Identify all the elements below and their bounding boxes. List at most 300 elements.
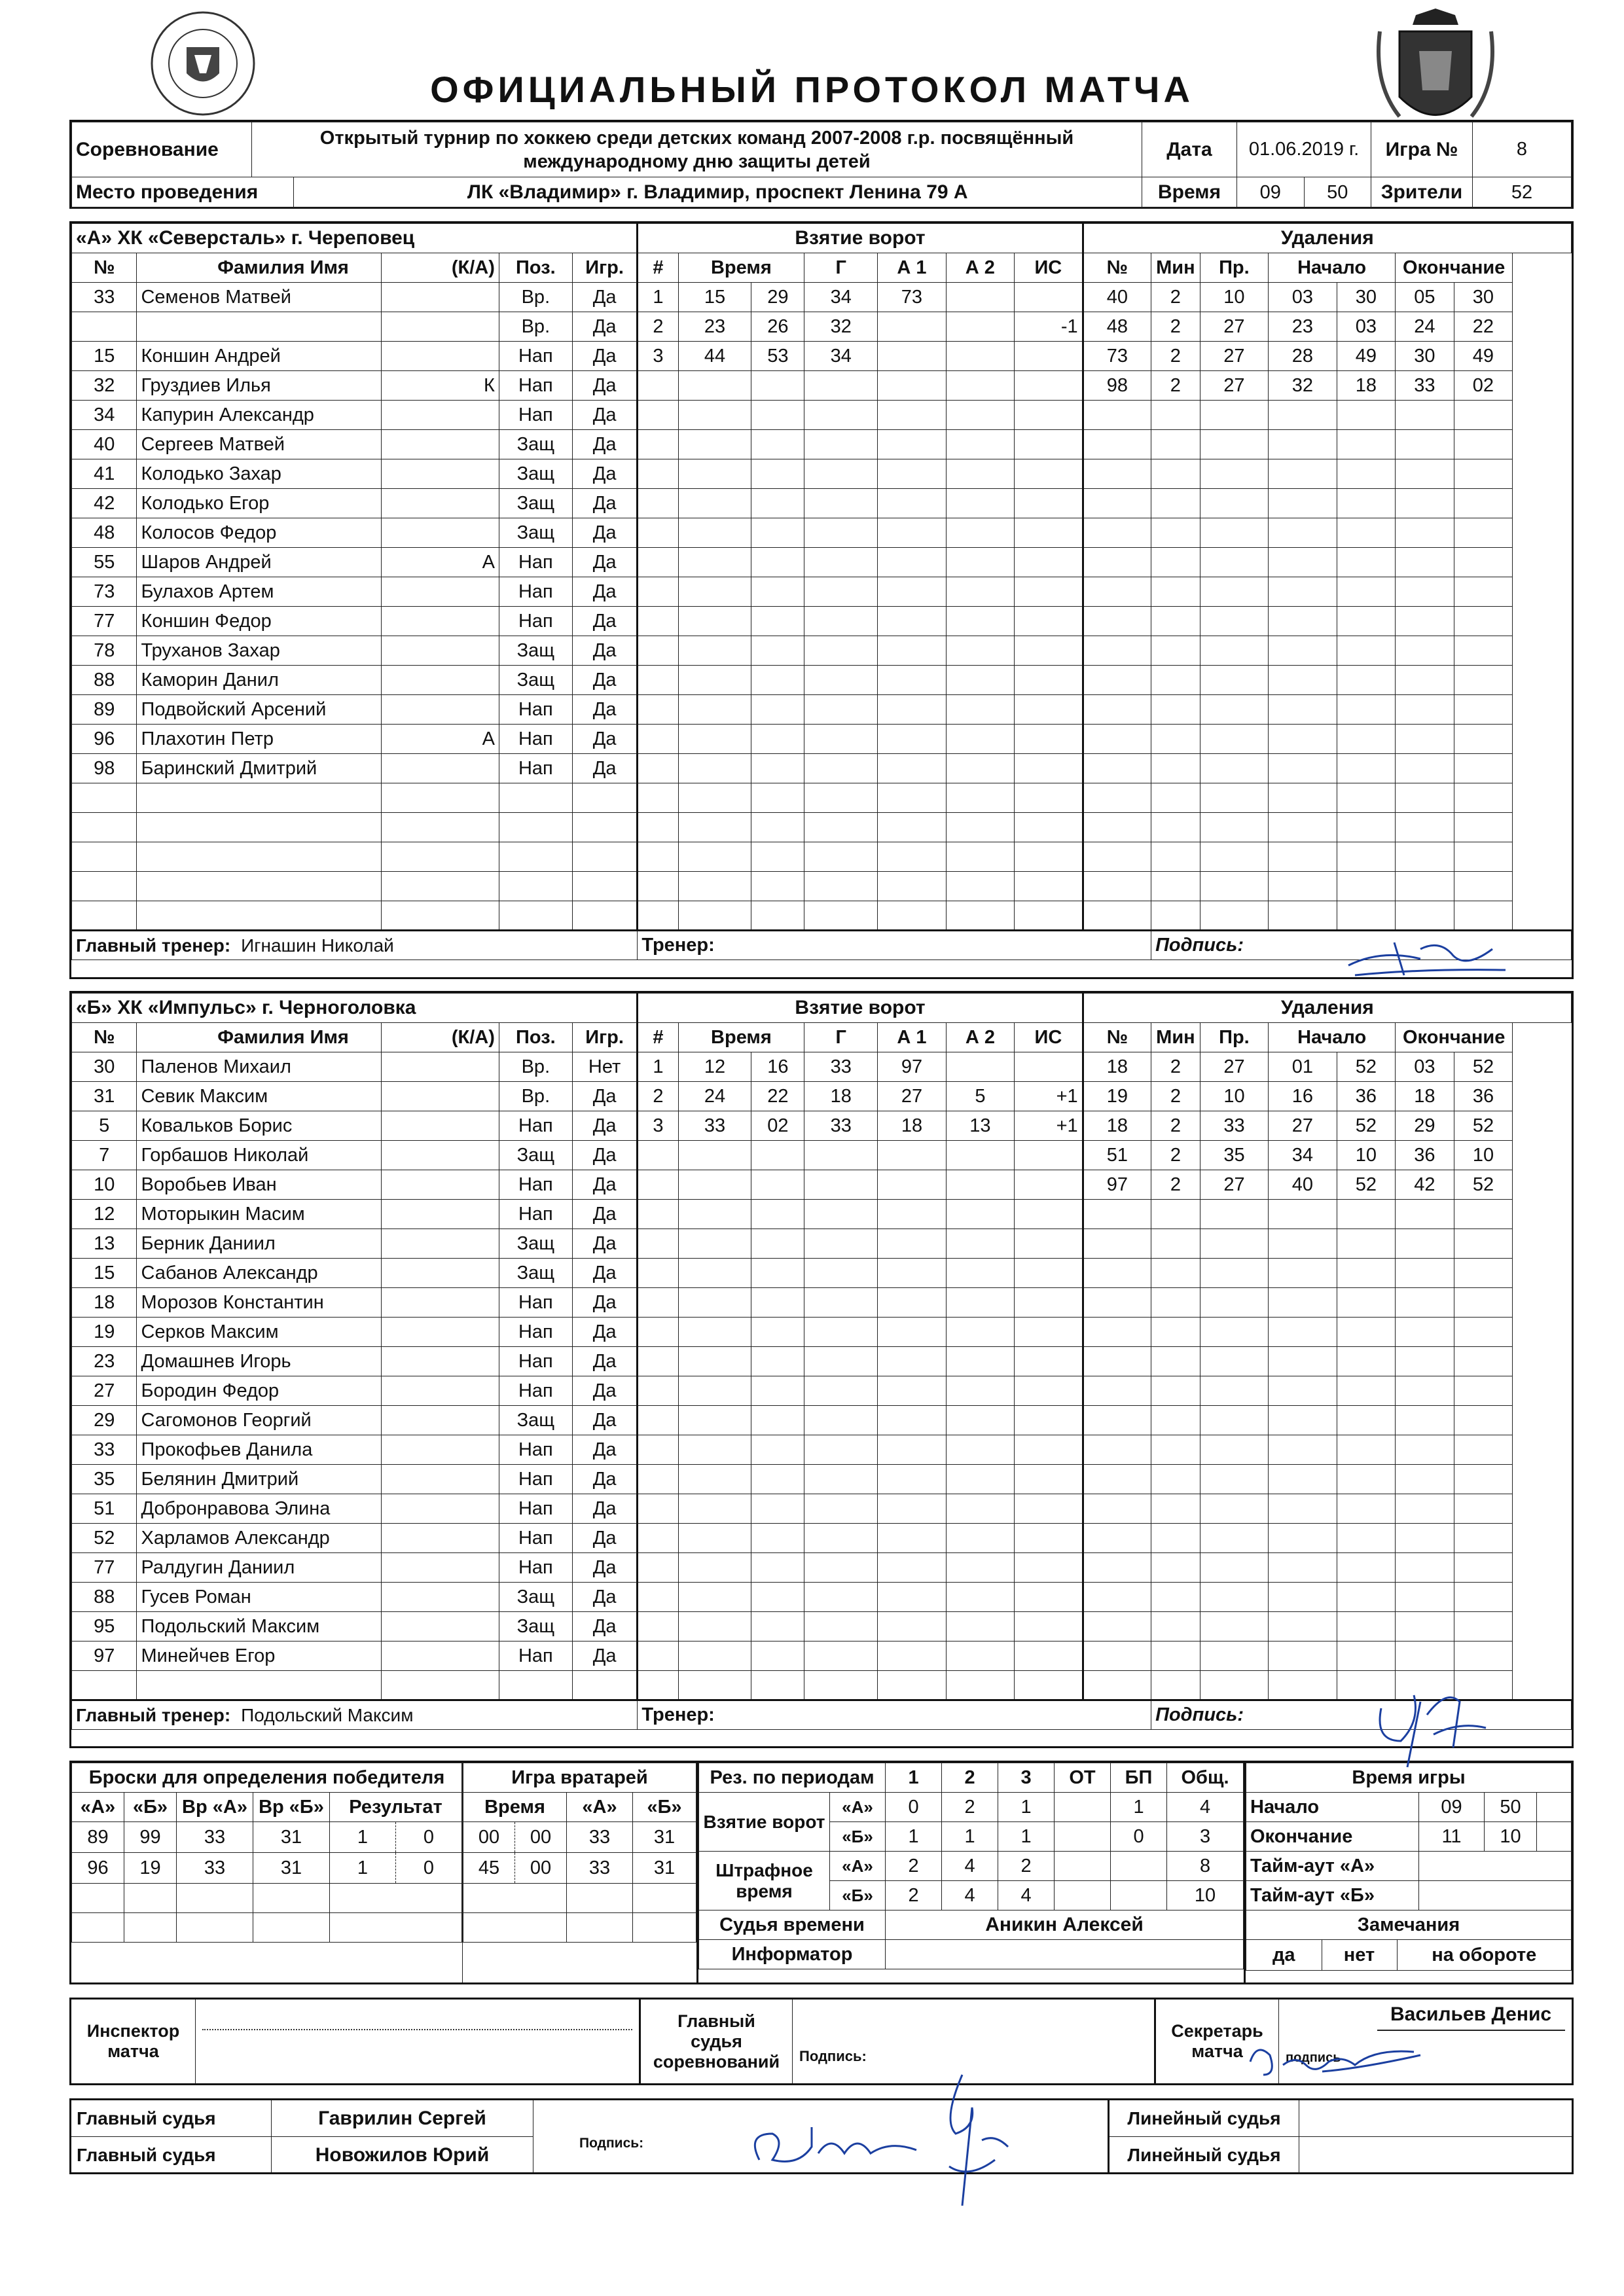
player-name: Баринский Дмитрий (137, 754, 381, 783)
player-role (381, 1259, 499, 1288)
player-row (72, 430, 1572, 459)
pen-end-sec (1454, 842, 1513, 872)
player-played: Да (572, 607, 638, 636)
goal-strength (1015, 607, 1083, 636)
pen-start-min (1269, 1641, 1337, 1671)
goal-number (638, 1200, 678, 1229)
goal-strength (1015, 1641, 1083, 1671)
player-played: Да (572, 1553, 638, 1583)
goal-time-sec: 26 (751, 312, 804, 342)
period-col: БП (1111, 1763, 1167, 1793)
goal-scorer (804, 1347, 878, 1376)
player-row (72, 1141, 1572, 1170)
player-position: Защ (499, 1229, 572, 1259)
pen-end-min (1396, 842, 1454, 872)
pen-end-sec (1454, 666, 1513, 695)
summary-block (69, 1761, 1574, 1984)
penalties-title: Удаления (1083, 994, 1571, 1023)
pen-minutes (1151, 1229, 1200, 1259)
goal-strength (1015, 430, 1083, 459)
player-position: Нап (499, 1465, 572, 1494)
player-name: Шаров Андрей (137, 548, 381, 577)
goal-strength (1015, 872, 1083, 901)
pen-player (1083, 401, 1151, 430)
coach-field: Тренер: (638, 931, 1151, 960)
player-position: Нап (499, 371, 572, 401)
goal-strength (1015, 666, 1083, 695)
player-role (381, 754, 499, 783)
pen-minutes (1151, 666, 1200, 695)
goal-time-sec (751, 1612, 804, 1641)
goal-assist2 (946, 1141, 1014, 1170)
player-role (381, 607, 499, 636)
date-value: 01.06.2019 г. (1237, 122, 1371, 177)
goal-time-sec (751, 1671, 804, 1700)
pen-minutes (1151, 636, 1200, 666)
goal-assist2 (946, 312, 1014, 342)
goal-scorer (804, 1141, 878, 1170)
pen-end-sec: 52 (1454, 1052, 1513, 1082)
pen-col-end: Окончание (1396, 1023, 1513, 1052)
goal-number (638, 1347, 678, 1376)
pen-start-sec (1337, 754, 1396, 783)
player-number: 96 (72, 725, 137, 754)
penalty-row-b: «Б» 2 4 4 10 (699, 1881, 1244, 1910)
pen-end-min (1396, 430, 1454, 459)
goal-assist1 (878, 1524, 946, 1553)
player-played (572, 813, 638, 842)
pen-start-min (1269, 1494, 1337, 1524)
goal-time-sec: 16 (751, 1052, 804, 1082)
goal-time-sec (751, 1318, 804, 1347)
goal-scorer (804, 607, 878, 636)
goal-assist1 (878, 872, 946, 901)
player-number: 77 (72, 1553, 137, 1583)
pen-start-sec (1337, 459, 1396, 489)
goal-scorer (804, 1259, 878, 1288)
player-row (72, 1111, 1572, 1141)
pen-player (1083, 695, 1151, 725)
goal-assist1 (878, 666, 946, 695)
pen-end-min: 42 (1396, 1170, 1454, 1200)
player-name (137, 783, 381, 813)
player-number: 15 (72, 342, 137, 371)
player-played: Да (572, 1494, 638, 1524)
player-name: Сергеев Матвей (137, 430, 381, 459)
goal-scorer: 18 (804, 1082, 878, 1111)
goal-time-sec (751, 842, 804, 872)
player-played: Да (572, 1641, 638, 1671)
player-role (381, 401, 499, 430)
player-role (381, 459, 499, 489)
player-role (381, 1612, 499, 1641)
pen-start-min: 34 (1269, 1141, 1337, 1170)
goal-scorer (804, 1641, 878, 1671)
pen-end-min (1396, 666, 1454, 695)
pen-player (1083, 666, 1151, 695)
pen-player (1083, 459, 1151, 489)
pen-end-sec (1454, 754, 1513, 783)
player-played: Да (572, 725, 638, 754)
pen-start-sec (1337, 813, 1396, 842)
pen-minutes: 2 (1151, 371, 1200, 401)
pen-start-min (1269, 1200, 1337, 1229)
player-row (72, 1641, 1572, 1671)
goal-number (638, 1612, 678, 1641)
player-row (72, 1435, 1572, 1465)
player-name: Гусев Роман (137, 1583, 381, 1612)
pen-start-min (1269, 1347, 1337, 1376)
goal-number (638, 1641, 678, 1671)
pen-start-sec (1337, 1435, 1396, 1465)
goal-assist1 (878, 783, 946, 813)
goal-assist1 (878, 1170, 946, 1200)
pen-col-minutes: Мин (1151, 253, 1200, 283)
player-played: Да (572, 577, 638, 607)
pen-end-sec: 22 (1454, 312, 1513, 342)
player-played: Да (572, 695, 638, 725)
informer-label: Информатор (699, 1940, 886, 1969)
pen-player (1083, 1259, 1151, 1288)
pen-end-sec (1454, 783, 1513, 813)
pen-reason: 10 (1200, 283, 1268, 312)
pen-start-sec (1337, 1553, 1396, 1583)
player-position: Защ (499, 1259, 572, 1288)
pen-start-min (1269, 1612, 1337, 1641)
goal-assist1 (878, 1641, 946, 1671)
pen-minutes: 2 (1151, 1082, 1200, 1111)
pen-start-sec: 52 (1337, 1111, 1396, 1141)
pen-start-sec (1337, 1583, 1396, 1612)
player-row (72, 1671, 1572, 1700)
pen-reason (1200, 1583, 1268, 1612)
period-col: Общ. (1167, 1763, 1244, 1793)
pen-col-end: Окончание (1396, 253, 1513, 283)
pen-end-sec (1454, 636, 1513, 666)
pen-end-sec (1454, 489, 1513, 518)
pen-col-number: № (1083, 1023, 1151, 1052)
pen-end-sec (1454, 1435, 1513, 1465)
player-number: 41 (72, 459, 137, 489)
player-row (72, 695, 1572, 725)
goal-number: 3 (638, 1111, 678, 1141)
player-row (72, 607, 1572, 636)
goal-time-sec: 22 (751, 1082, 804, 1111)
pen-reason (1200, 901, 1268, 931)
player-row (72, 312, 1572, 342)
player-position: Нап (499, 1111, 572, 1141)
player-row (72, 489, 1572, 518)
player-role (381, 1111, 499, 1141)
player-position: Защ (499, 489, 572, 518)
player-position: Нап (499, 401, 572, 430)
pen-end-sec (1454, 518, 1513, 548)
goal-time-sec (751, 548, 804, 577)
goal-assist2 (946, 459, 1014, 489)
pen-end-min (1396, 1494, 1454, 1524)
player-name: Коншин Андрей (137, 342, 381, 371)
pen-start-min (1269, 666, 1337, 695)
pen-start-sec (1337, 666, 1396, 695)
goal-time-sec (751, 1288, 804, 1318)
player-row (72, 1082, 1572, 1111)
goal-number (638, 1141, 678, 1170)
player-number (72, 813, 137, 842)
goal-strength (1015, 1435, 1083, 1465)
period-col: 3 (998, 1763, 1055, 1793)
pen-minutes (1151, 842, 1200, 872)
player-name: Булахов Артем (137, 577, 381, 607)
coach-signature-field: Подпись: (1151, 931, 1572, 960)
pen-end-sec (1454, 813, 1513, 842)
goal-time-min (678, 607, 751, 636)
player-name: Коншин Федор (137, 607, 381, 636)
pen-reason (1200, 459, 1268, 489)
goal-strength (1015, 342, 1083, 371)
goal-number: 1 (638, 283, 678, 312)
pen-start-sec (1337, 1641, 1396, 1671)
goal-time-min (678, 1288, 751, 1318)
player-row (72, 459, 1572, 489)
pen-end-sec: 02 (1454, 371, 1513, 401)
pen-start-min (1269, 754, 1337, 783)
player-name (137, 813, 381, 842)
goal-assist1 (878, 1200, 946, 1229)
player-played: Да (572, 1524, 638, 1553)
player-role (381, 1229, 499, 1259)
player-played (572, 842, 638, 872)
player-played: Да (572, 1170, 638, 1200)
player-played: Да (572, 459, 638, 489)
goal-col-time: Время (678, 253, 804, 283)
goal-number (638, 371, 678, 401)
goal-assist2 (946, 842, 1014, 872)
goal-assist1 (878, 1259, 946, 1288)
pen-start-min (1269, 459, 1337, 489)
timekeeper-name: Аникин Алексей (886, 1910, 1244, 1940)
pen-reason (1200, 1229, 1268, 1259)
goal-assist2 (946, 1376, 1014, 1406)
player-name (137, 1671, 381, 1700)
pen-minutes (1151, 401, 1200, 430)
pen-start-min (1269, 1553, 1337, 1583)
goal-assist1 (878, 1671, 946, 1700)
col-played: Игр. (572, 253, 638, 283)
pen-end-sec (1454, 1229, 1513, 1259)
goal-strength (1015, 1259, 1083, 1288)
pen-minutes (1151, 518, 1200, 548)
goalies-col-time: Время (463, 1793, 567, 1822)
goal-time-min (678, 1671, 751, 1700)
pen-player (1083, 430, 1151, 459)
pen-end-min (1396, 725, 1454, 754)
goal-assist2 (946, 783, 1014, 813)
player-number (72, 901, 137, 931)
player-name: Севик Максим (137, 1082, 381, 1111)
goal-assist2 (946, 636, 1014, 666)
goal-assist1: 97 (878, 1052, 946, 1082)
pen-player (1083, 1553, 1151, 1583)
goal-time-min (678, 1641, 751, 1671)
player-position: Защ (499, 1612, 572, 1641)
pen-start-min (1269, 1376, 1337, 1406)
goal-time-sec (751, 1583, 804, 1612)
pen-end-min (1396, 1641, 1454, 1671)
head-coach: Главный тренер: Игнашин Николай (72, 931, 638, 960)
player-row (72, 1288, 1572, 1318)
pen-end-min (1396, 1229, 1454, 1259)
remarks-overleaf: на обороте (1432, 1944, 1537, 1965)
goal-assist1 (878, 636, 946, 666)
player-position: Защ (499, 518, 572, 548)
pen-player: 51 (1083, 1141, 1151, 1170)
player-played (572, 872, 638, 901)
pen-end-min (1396, 1465, 1454, 1494)
player-row (72, 1494, 1572, 1524)
goal-time-min (678, 1465, 751, 1494)
goal-scorer: 34 (804, 283, 878, 312)
player-name: Прокофьев Данила (137, 1435, 381, 1465)
player-position: Нап (499, 577, 572, 607)
player-row (72, 1347, 1572, 1376)
goal-strength (1015, 1612, 1083, 1641)
pen-minutes (1151, 1465, 1200, 1494)
col-role: (К/А) (381, 1023, 499, 1052)
goal-strength (1015, 1318, 1083, 1347)
player-name (137, 312, 381, 342)
pen-player (1083, 725, 1151, 754)
shootout-row: 96 19 33 31 1 0 (72, 1853, 462, 1884)
linesman-1: Линейный судья (1110, 2100, 1572, 2137)
pen-player (1083, 1465, 1151, 1494)
player-name: Минейчев Егор (137, 1641, 381, 1671)
player-number: 13 (72, 1229, 137, 1259)
game-number-label: Игра № (1371, 122, 1473, 177)
pen-end-min (1396, 1288, 1454, 1318)
pen-reason (1200, 1612, 1268, 1641)
goal-time-min (678, 754, 751, 783)
player-name: Подольский Максим (137, 1612, 381, 1641)
pen-start-sec (1337, 1229, 1396, 1259)
player-name: Домашнев Игорь (137, 1347, 381, 1376)
player-row (72, 518, 1572, 548)
pen-player (1083, 1229, 1151, 1259)
player-position: Нап (499, 1524, 572, 1553)
place-row (72, 177, 1142, 208)
pen-end-min (1396, 401, 1454, 430)
pen-reason (1200, 1671, 1268, 1700)
pen-player (1083, 1671, 1151, 1700)
pen-start-sec (1337, 1259, 1396, 1288)
pen-player: 40 (1083, 283, 1151, 312)
goal-assist2 (946, 1052, 1014, 1082)
pen-end-sec: 10 (1454, 1141, 1513, 1170)
pen-reason (1200, 1200, 1268, 1229)
pen-end-min (1396, 1200, 1454, 1229)
goal-time-sec (751, 695, 804, 725)
goal-assist2 (946, 1612, 1014, 1641)
goal-assist2 (946, 518, 1014, 548)
pen-reason: 33 (1200, 1111, 1268, 1141)
pen-reason: 27 (1200, 1170, 1268, 1200)
player-role (381, 1641, 499, 1671)
player-row (72, 1612, 1572, 1641)
pen-end-min (1396, 695, 1454, 725)
pen-start-sec: 10 (1337, 1141, 1396, 1170)
goal-scorer (804, 548, 878, 577)
pen-end-min (1396, 1347, 1454, 1376)
pen-reason: 35 (1200, 1141, 1268, 1170)
pen-end-min: 24 (1396, 312, 1454, 342)
player-played: Да (572, 518, 638, 548)
player-played: Да (572, 1111, 638, 1141)
player-row (72, 548, 1572, 577)
player-role (381, 1406, 499, 1435)
referee-2-name: Новожилов Юрий (315, 2144, 490, 2166)
pen-reason (1200, 577, 1268, 607)
competition-label: Соревнование (72, 122, 252, 177)
pen-col-reason: Пр. (1200, 1023, 1268, 1052)
goalies-title: Игра вратарей (463, 1763, 696, 1793)
player-played: Да (572, 342, 638, 371)
player-role (381, 1376, 499, 1406)
shootout-col-a: «А» (72, 1793, 124, 1822)
goal-assist2 (946, 666, 1014, 695)
pen-start-min (1269, 1465, 1337, 1494)
pen-start-sec: 36 (1337, 1082, 1396, 1111)
goal-time-sec: 53 (751, 342, 804, 371)
goals-row-b: «Б» 1 1 1 0 3 (699, 1822, 1244, 1852)
pen-reason: 27 (1200, 371, 1268, 401)
goal-number (638, 607, 678, 636)
pen-end-sec (1454, 1612, 1513, 1641)
player-number: 73 (72, 577, 137, 607)
pen-minutes (1151, 1318, 1200, 1347)
pen-end-min (1396, 872, 1454, 901)
player-played (572, 783, 638, 813)
pen-end-min (1396, 1259, 1454, 1288)
inspector-label: Инспектор матча (71, 2000, 196, 2083)
player-role (381, 1052, 499, 1082)
pen-start-min (1269, 813, 1337, 842)
pen-start-sec (1337, 577, 1396, 607)
goal-assist1 (878, 312, 946, 342)
player-played (572, 901, 638, 931)
goal-col-scorer: Г (804, 1023, 878, 1052)
player-number: 55 (72, 548, 137, 577)
remarks-yes: да (1246, 1940, 1322, 1970)
pen-minutes: 2 (1151, 1141, 1200, 1170)
pen-player (1083, 1435, 1151, 1465)
goal-time-min: 23 (678, 312, 751, 342)
pen-minutes (1151, 1406, 1200, 1435)
player-position: Нап (499, 1347, 572, 1376)
pen-player (1083, 1200, 1151, 1229)
pen-minutes (1151, 1435, 1200, 1465)
pen-reason (1200, 636, 1268, 666)
goal-number (638, 754, 678, 783)
player-played: Да (572, 1465, 638, 1494)
player-role (381, 1435, 499, 1465)
goal-number (638, 1376, 678, 1406)
player-role (381, 1465, 499, 1494)
goal-scorer (804, 1435, 878, 1465)
goal-assist1 (878, 1612, 946, 1641)
player-name: Харламов Александр (137, 1524, 381, 1553)
goal-assist1 (878, 342, 946, 371)
goal-scorer (804, 1200, 878, 1229)
pen-reason (1200, 783, 1268, 813)
